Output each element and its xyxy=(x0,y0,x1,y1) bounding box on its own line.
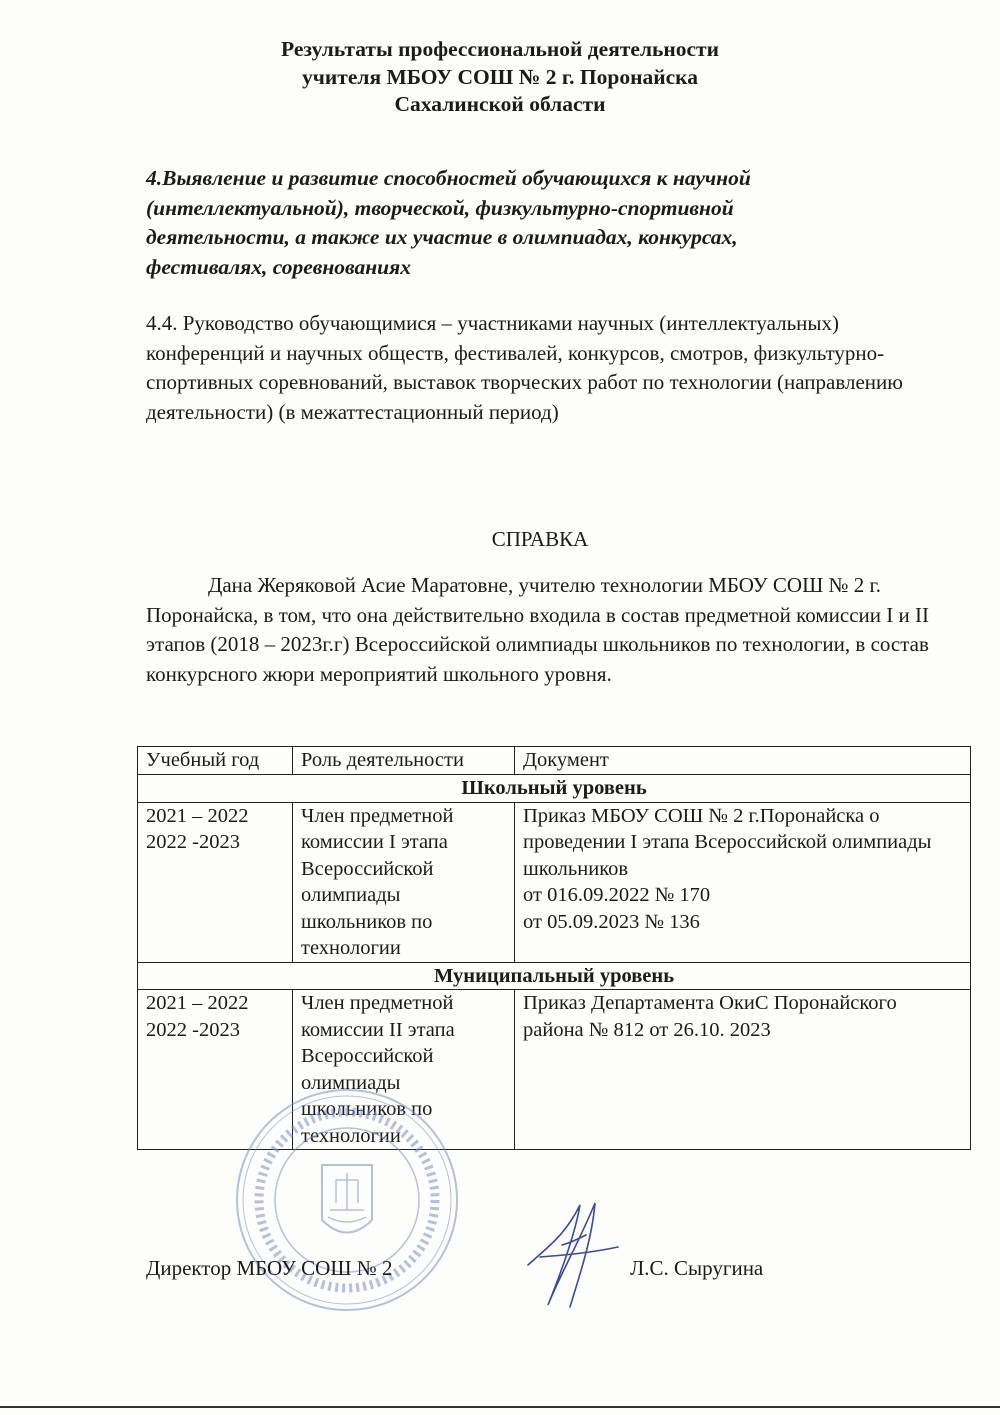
document-cell xyxy=(515,990,971,1150)
table-header-row xyxy=(138,747,971,775)
director-name: Л.С. Сыругина xyxy=(630,1256,764,1280)
document-cell xyxy=(515,802,971,962)
year-value: 2022 -2023 xyxy=(146,1018,240,1041)
header-cell-year: Учебный год xyxy=(138,747,293,775)
director-position: Директор МБОУ СОШ № 2 xyxy=(146,1256,393,1280)
subsection-text: 4.4. Руководство обучающимися – участниками научных (интеллектуальных) конференций и научных обществ, фестивалей, конкурсов, смотров, физкультурно-спортивных соревнований, выставок творческих работ по технологии (направлению деятельности) (в межаттестационный период) xyxy=(146,311,903,424)
header-cell-role: Роль деятельности xyxy=(293,747,515,775)
certificate-title: СПРАВКА xyxy=(491,527,589,551)
document-line: от 016.09.2022 № 170 xyxy=(523,884,711,906)
year-value: 2021 – 2022 xyxy=(146,992,249,1014)
year-value: 2022 -2023 xyxy=(146,831,240,853)
level-label: Муниципальный уровень xyxy=(138,962,971,990)
header-line-3: Сахалинской области xyxy=(394,92,606,116)
header-line-2: учителя МБОУ СОШ № 2 г. Поронайска xyxy=(302,64,698,89)
table-row xyxy=(138,802,971,962)
document-line: от 05.09.2023 № 136 xyxy=(523,910,700,933)
role-cell: Член предметной комиссии I этапа Всероссийской олимпиады школьников по технологии xyxy=(293,802,515,962)
section-title: 4.Выявление и развитие способностей обучающихся к научной (интеллектуальной), творческой, физкультурно-спортивной деятельности, а также их участие в олимпиадах, конкурсах, фестивалях, соревнованиях xyxy=(146,166,751,279)
certificate-body: Дана Жеряковой Асие Маратовне, учителю технологии МБОУ СОШ № 2 г. Поронайска, в том, что она действительно входила в состав предметной комиссии I и II этапов (2018 – 2023г.г) Всероссийской олимпиады школьников по технологии, в состав конкурсного жюри мероприятий школьного уровня. xyxy=(146,573,929,686)
page-bottom-edge xyxy=(0,1406,1000,1408)
level-label: Школьный уровень xyxy=(138,775,971,803)
document-header xyxy=(0,36,1000,119)
document-line: Приказ Департамента ОкиС Поронайского района № 812 от 26.10. 2023 xyxy=(523,992,897,1041)
header-cell-document: Документ xyxy=(515,747,971,775)
document-line: Приказ МБОУ СОШ № 2 г.Поронайска о проведении I этапа Всероссийской олимпиады школьников xyxy=(523,804,932,880)
role-cell: Член предметной комиссии II этапа Всероссийской олимпиады школьников по технологии xyxy=(293,990,515,1150)
year-value: 2021 – 2022 xyxy=(146,804,249,827)
handwritten-signature xyxy=(520,1195,630,1310)
level-row-school xyxy=(138,775,971,803)
year-cell xyxy=(138,802,293,962)
header-line-1: Результаты профессиональной деятельности xyxy=(280,37,720,61)
level-row-municipal xyxy=(138,962,971,990)
